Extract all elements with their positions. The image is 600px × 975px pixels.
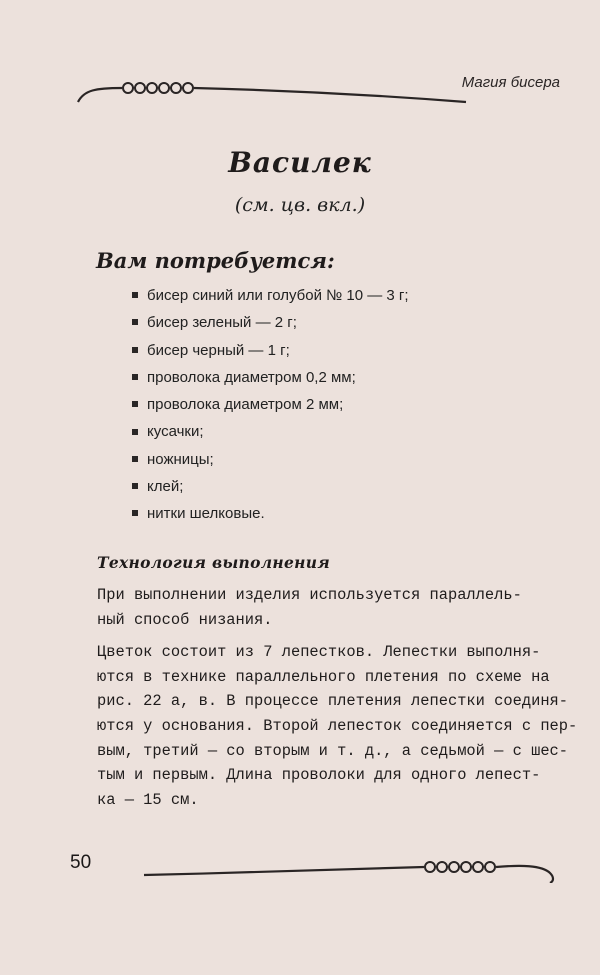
- list-item: кусачки;: [132, 418, 409, 445]
- bullet-icon: [132, 292, 138, 298]
- page-title: Василек: [228, 146, 372, 179]
- list-item: бисер синий или голубой № 10 — 3 г;: [132, 282, 409, 309]
- bottom-beaded-ornament: [140, 843, 560, 883]
- list-item: клей;: [132, 473, 409, 500]
- text-line: ются у основания. Второй лепесток соединяется с пер-: [97, 716, 578, 735]
- bullet-icon: [132, 510, 138, 516]
- technology-text: [97, 583, 578, 820]
- materials-list: [132, 282, 409, 528]
- text-line: тым и первым. Длина проволоки для одного лепест-: [97, 766, 541, 785]
- list-item: бисер зеленый — 2 г;: [132, 309, 409, 336]
- page-number: 50: [70, 852, 92, 873]
- page-subtitle: (см. цв. вкл.): [234, 194, 366, 216]
- text-line: вым, третий — со вторым и т. д., а седьмой — с шес-: [97, 741, 569, 760]
- running-head: Магия бисера: [461, 74, 560, 91]
- list-item: проволока диаметром 0,2 мм;: [132, 364, 409, 391]
- text-line: ка — 15 см.: [97, 790, 199, 809]
- list-item: ножницы;: [132, 446, 409, 473]
- bullet-icon: [132, 401, 138, 407]
- bullet-icon: [132, 319, 138, 325]
- list-item: нитки шелковые.: [132, 500, 409, 527]
- text-line: рис. 22 а, в. В процессе плетения лепестки соединя-: [97, 692, 569, 711]
- text-line: При выполнении изделия используется параллель-: [97, 586, 522, 604]
- bullet-icon: [132, 456, 138, 462]
- paragraph-2: [97, 640, 578, 812]
- bullet-icon: [132, 429, 138, 435]
- list-item: бисер черный — 1 г;: [132, 337, 409, 364]
- top-beaded-ornament: [74, 72, 474, 112]
- text-line: Цветок состоит из 7 лепестков. Лепестки выполня-: [97, 643, 541, 662]
- list-item: проволока диаметром 2 мм;: [132, 391, 409, 418]
- bullet-icon: [132, 374, 138, 380]
- text-line: ются в технике параллельного плетения по схеме на: [97, 667, 550, 686]
- paragraph-1: [97, 583, 553, 632]
- materials-heading: Вам потребуется:: [96, 248, 335, 273]
- bullet-icon: [132, 483, 138, 489]
- technology-heading: Технология выполнения: [97, 553, 330, 572]
- text-line: ный способ низания.: [97, 610, 273, 629]
- bullet-icon: [132, 347, 138, 353]
